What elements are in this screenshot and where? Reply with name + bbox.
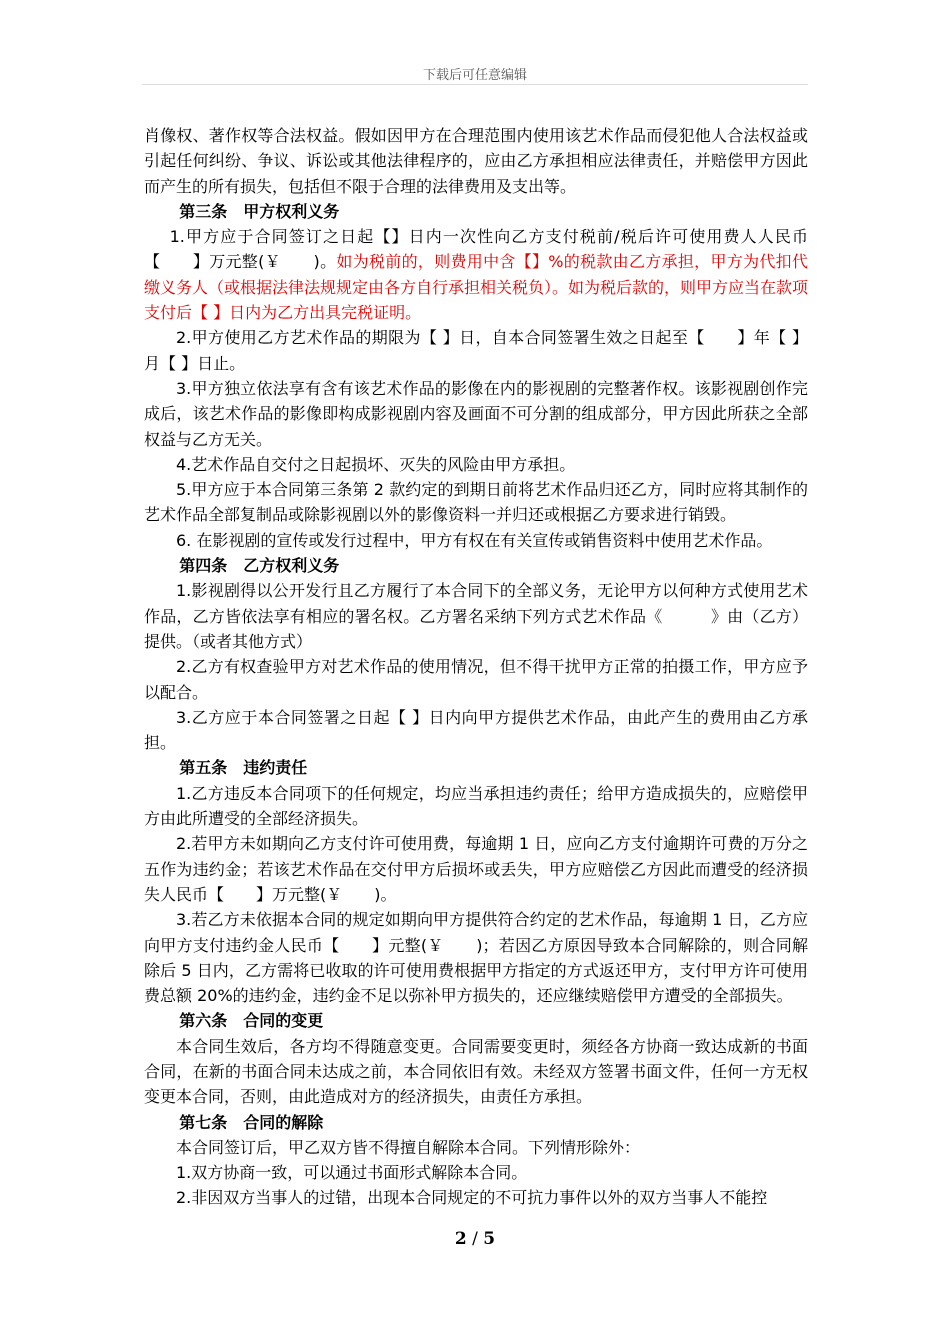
page-current: 2 [454, 1229, 467, 1249]
clause-3-1-text: 1.甲方应于合同签订之日起【】日内一次性向乙方支付税前/税后许可使用费人人民币【 】万元整(￥ )。 [144, 227, 808, 272]
page-separator: / [466, 1229, 484, 1249]
clause-5-2: 2.若甲方未如期向乙方支付许可使用费，每逾期 1 日，应向乙方支付逾期许可费的万分之五作为违约金；若该艺术作品在交付甲方后损坏或丢失，甲方应赔偿乙方因此而遭受的经济损失人民币【 】万元整(￥ )。 [144, 834, 808, 904]
clause-6-body: 本合同生效后，各方均不得随意变更。合同需要变更时，须经各方协商一致达成新的书面合同，在新的书面合同未达成之前，本合同依旧有效。未经双方签署书面文件，任何一方无权变更本合同，否则，由此造成对方的经济损失，由责任方承担。 [144, 1036, 808, 1107]
clause-5-1: 1.乙方违反本合同项下的任何规定，均应当承担违约责任；给甲方造成损失的，应赔偿甲方由此所遭受的全部经济损失。 [144, 783, 808, 829]
clause-3-1-red-note: 如为税前的，则费用中含【】%的税款由乙方承担，甲方为代扣代缴义务人（或根据法律法规规定由各方自行承担相关税负）。如为税后款的，则甲方应当在款项支付后【 】日内为乙方出具完税证明。 [144, 252, 809, 323]
clause-7-1: 1.双方协商一致，可以通过书面形式解除本合同。 [176, 1163, 528, 1183]
section-heading-6: 第六条 合同的变更 [179, 1011, 324, 1031]
clause-7-intro: 本合同签订后，甲乙双方皆不得擅自解除本合同。下列情形除外： [176, 1137, 641, 1157]
clause-3-3: 3.甲方独立依法享有含有该艺术作品的影像在内的影视剧的完整著作权。该影视剧创作完成后，该艺术作品的影像即构成影视剧内容及画面不可分割的组成部分，甲方因此所获之全部权益与乙方无关。 [144, 378, 808, 449]
document-body [144, 123, 808, 1211]
clause-3-2: 2.甲方使用乙方艺术作品的期限为【 】日，自本合同签署生效之日起至【 】年【 】月【 】日止。 [144, 328, 808, 373]
header-divider [142, 84, 808, 85]
paragraph-continuation: 肖像权、著作权等合法权益。假如因甲方在合理范围内使用该艺术作品而侵犯他人合法权益或引起任何纠纷、争议、诉讼或其他法律程序的，应由乙方承担相应法律责任，并赔偿甲方因此而产生的所有损失，包括但不限于合理的法律费用及支出等。 [144, 126, 808, 196]
clause-7-2: 2.非因双方当事人的过错，出现本合同规定的不可抗力事件以外的双方当事人不能控 [176, 1188, 768, 1208]
page-number [0, 1229, 950, 1249]
page-total: 5 [483, 1229, 496, 1249]
clause-3-5: 5.甲方应于本合同第三条第 2 款约定的到期日前将艺术作品归还乙方，同时应将其制作的艺术作品全部复制品或除影视剧以外的影像资料一并归还或根据乙方要求进行销毁。 [144, 480, 808, 525]
clause-4-1: 1.影视剧得以公开发行且乙方履行了本合同下的全部义务，无论甲方以何种方式使用艺术作品，乙方皆依法享有相应的署名权。乙方署名采纳下列方式艺术作品《 》由（乙方）提供。（或者其他方式） [144, 581, 808, 651]
section-heading-7: 第七条 合同的解除 [179, 1112, 324, 1132]
clause-4-3: 3.乙方应于本合同签署之日起【 】日内向甲方提供艺术作品，由此产生的费用由乙方承担。 [144, 707, 808, 753]
clause-4-2: 2.乙方有权查验甲方对艺术作品的使用情况，但不得干扰甲方正常的拍摄工作，甲方应予以配合。 [144, 657, 808, 702]
section-heading-5: 第五条 违约责任 [179, 758, 308, 778]
clause-3-6: 6. 在影视剧的宣传或发行过程中，甲方有权在有关宣传或销售资料中使用艺术作品。 [176, 530, 773, 550]
clause-3-4: 4.艺术作品自交付之日起损坏、灭失的风险由甲方承担。 [176, 454, 576, 474]
clause-5-3: 3.若乙方未依据本合同的规定如期向甲方提供符合约定的艺术作品，每逾期 1 日，乙方应向甲方支付违约金人民币【 】元整(￥ )；若因乙方原因导致本合同解除的，则合同解除后 5 日内，乙方需将已收取的许可使用费根据甲方指定的方式返还甲方，支付甲方许可使用费总额 20%的违约金，违约金不足以弥补甲方损失的，还应继续赔偿甲方遭受的全部损失。 [144, 910, 808, 1006]
section-heading-3: 第三条 甲方权利义务 [179, 201, 340, 221]
section-heading-4: 第四条 乙方权利义务 [179, 556, 340, 576]
page-header: 下载后可任意编辑 [422, 68, 527, 83]
clause-3-1 [144, 224, 808, 325]
